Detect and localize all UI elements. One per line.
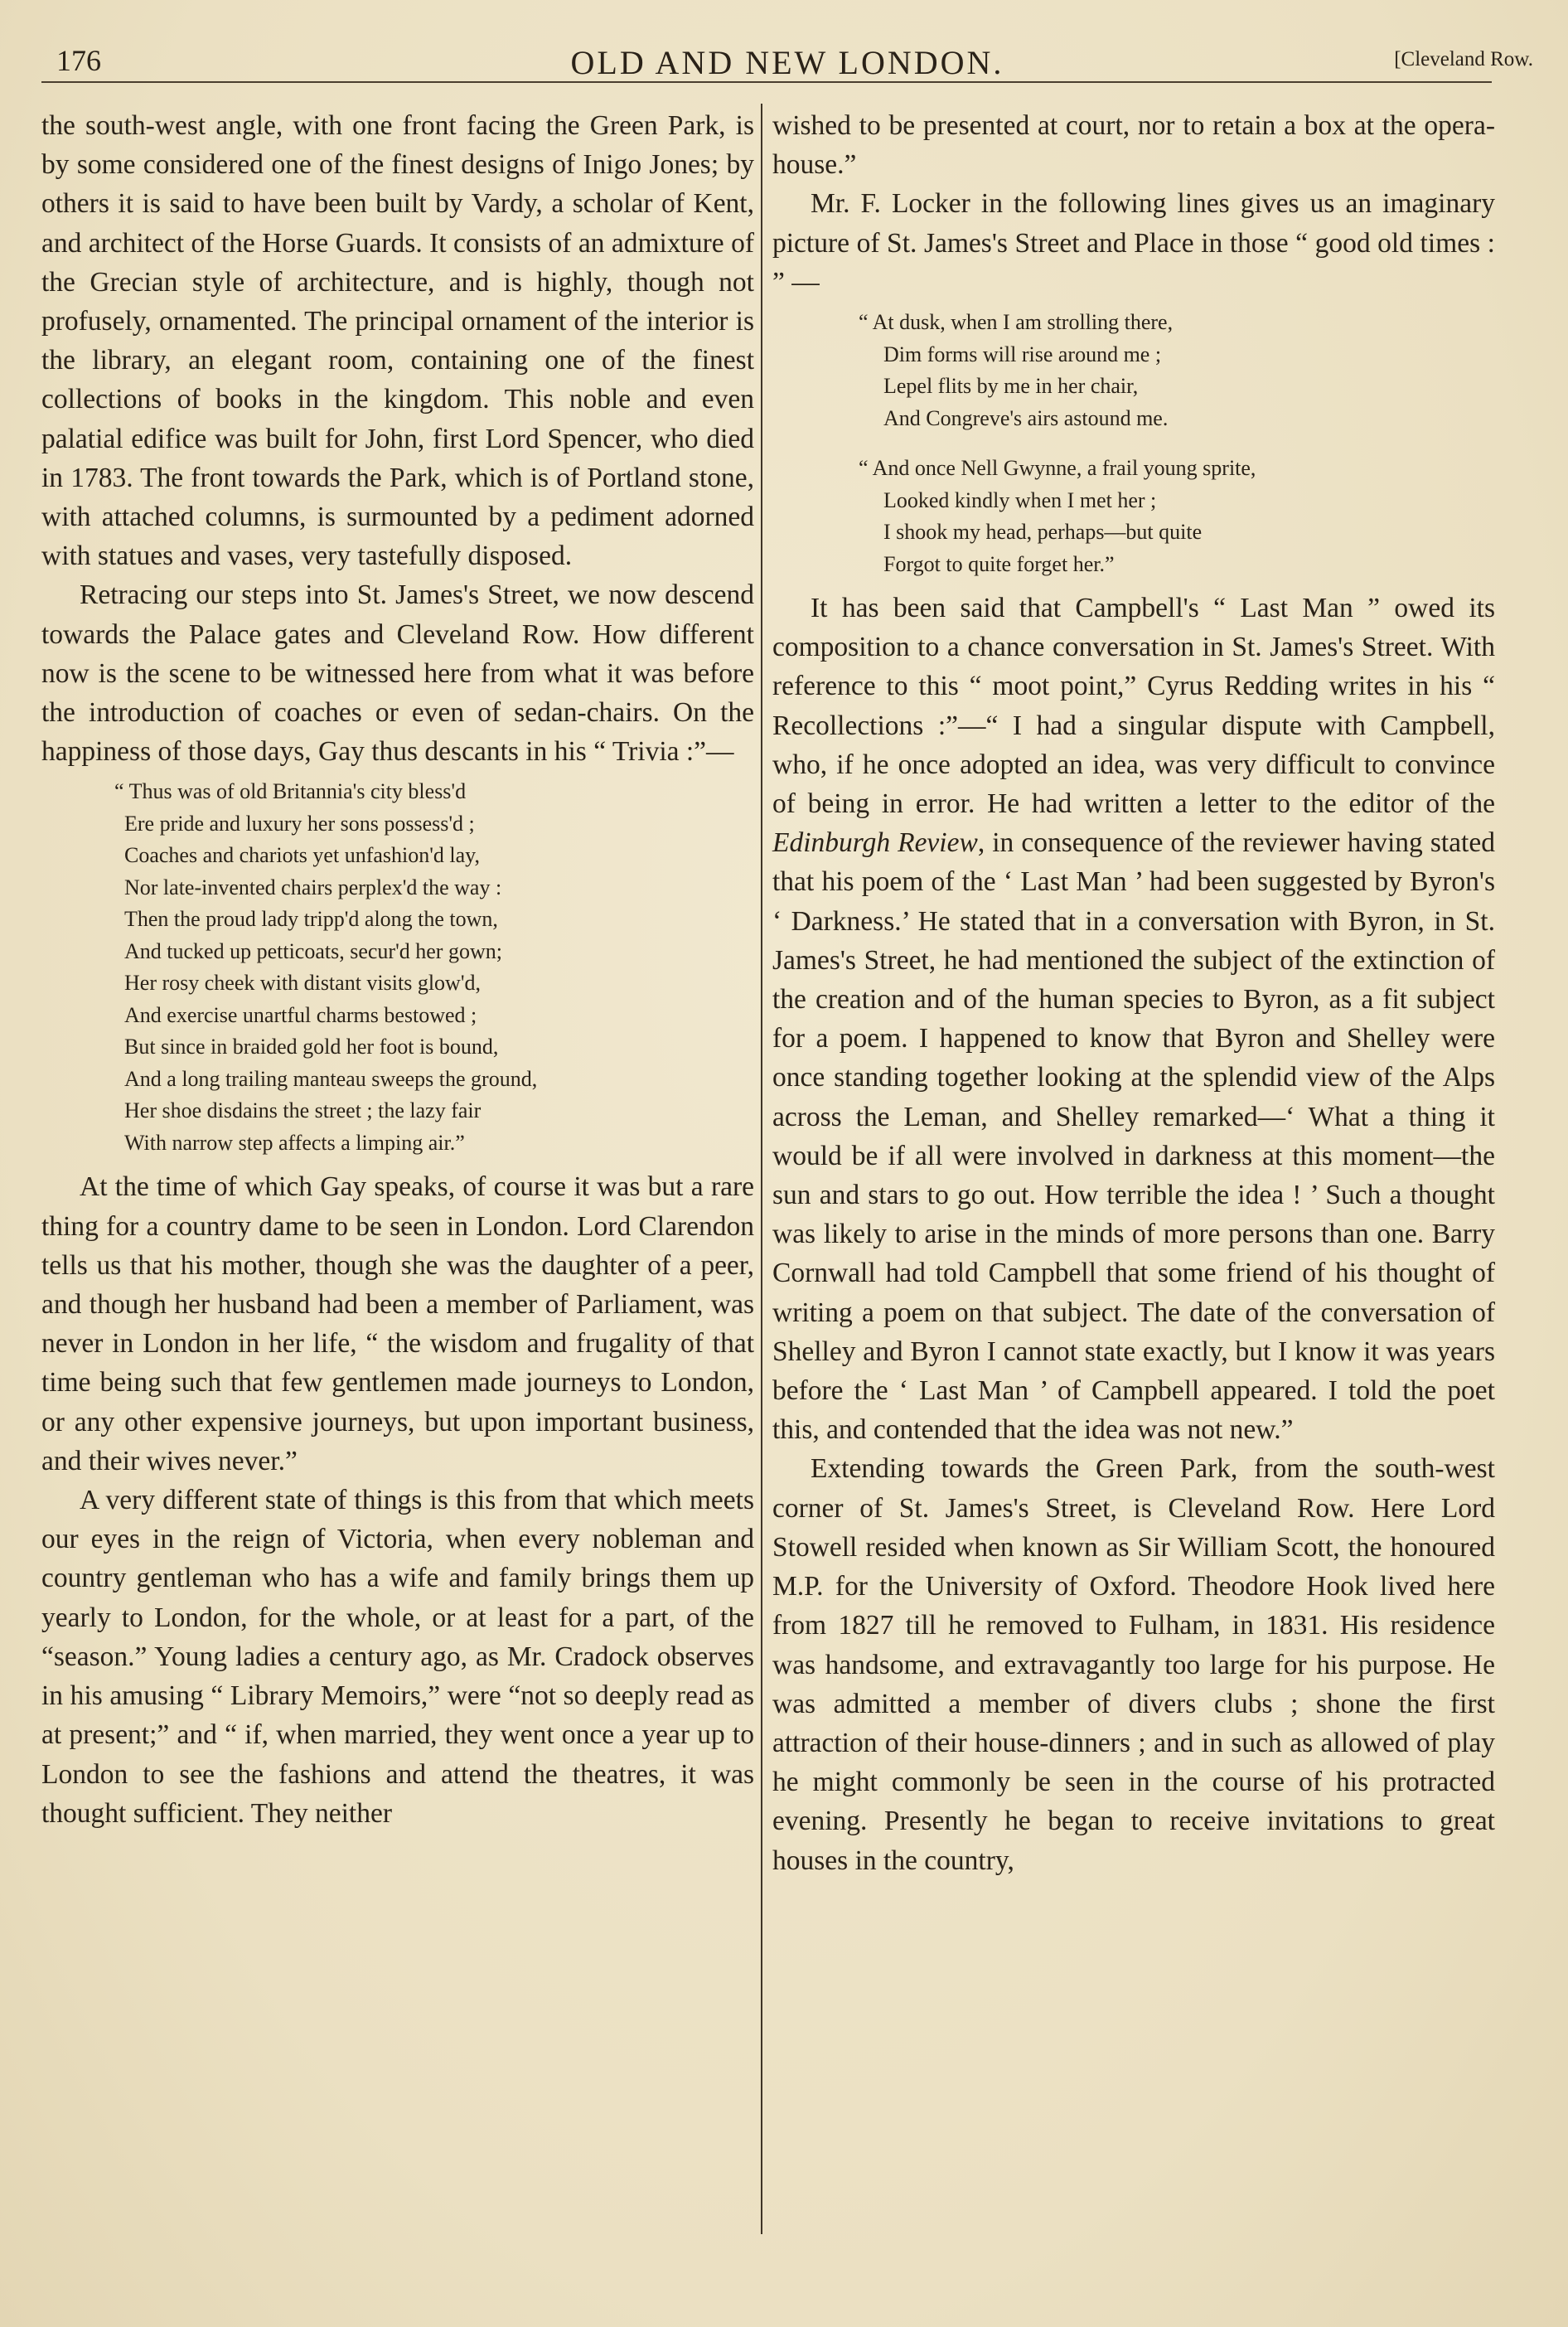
poem-line: Coaches and chariots yet unfashion'd lay, bbox=[124, 843, 480, 868]
poem-trivia bbox=[41, 776, 754, 1159]
poem-line: “ Thus was of old Britannia's city bless'd bbox=[114, 779, 467, 804]
section-heading: [Cleveland Row. bbox=[1394, 48, 1533, 70]
journal-title: Edinburgh Review bbox=[772, 827, 978, 859]
paragraph: wished to be presented at court, nor to retain a box at the opera-house.” bbox=[772, 110, 1495, 181]
page-number: 176 bbox=[56, 44, 101, 77]
paragraph: Extending towards the Green Park, from the south-west corner of St. James's Street, is Cleveland Row. Here Lord Stowell resided when known as Sir William Scott, the honoured M.P. for the University of Oxford. Theodore Hook lived here from 1827 till he removed to Fulham, in 1831. His residence was handsome, and extravagantly too large for his purpose. He was admitted a member of divers clubs ; shone the first attraction of their house-dinners ; and in such as allowed of play he might commonly be seen in the course of his protracted evening. Presently he began to receive invitations to great houses in the country, bbox=[772, 1453, 1495, 1876]
poem-line: I shook my head, perhaps—but quite bbox=[883, 520, 1203, 545]
running-title: OLD AND NEW LONDON. bbox=[570, 44, 1004, 81]
poem-line: Dim forms will rise around me ; bbox=[883, 342, 1162, 366]
header-rule bbox=[41, 81, 1492, 83]
poem-line: And a long trailing manteau sweeps the ground, bbox=[124, 1066, 538, 1091]
poem-line: With narrow step affects a limping air.” bbox=[124, 1130, 465, 1155]
poem-line: “ At dusk, when I am strolling there, bbox=[859, 310, 1174, 335]
right-column bbox=[772, 106, 1495, 2237]
poem-line: Looked kindly when I met her ; bbox=[883, 487, 1157, 512]
poem-line: Nor late-invented chairs perplex'd the way : bbox=[124, 875, 502, 899]
left-column bbox=[41, 106, 754, 2237]
poem-line: Forgot to quite forget her.” bbox=[883, 551, 1115, 576]
column-divider bbox=[761, 104, 762, 2234]
paragraph: Mr. F. Locker in the following lines gives us an imaginary picture of St. James's Street and Place in those “ good old times : ” — bbox=[772, 188, 1495, 298]
paragraph: A very different state of things is this from that which meets our eyes in the reign of Victoria, when every nobleman and country gentleman who has a wife and family brings them up yearly to London, for the whole, or at least for a part, of the “season.” Young ladies a century ago, as Mr. Cradock observes in his amusing “ Library Memoirs,” were “not so deeply read as at present;” and “ if, when married, they went once a year up to London to see the fashions and attend the theatres, it was thought sufficient. They neither bbox=[41, 1485, 754, 1829]
poem-stanza bbox=[772, 453, 1495, 580]
paragraph-text: , in consequence of the reviewer having stated that his poem of the ‘ Last Man ’ had been suggested by Byron's ‘ Darkness.’ He stated that in a conversation with Byron, in St. James's Street, he had mentioned the subject of the extinction of the creation and of the human species to Byron, as a fit subject for a poem. I happened to know that Byron and Shelley were once standing together looking at the splendid view of the Alps across the Leman, and Shelley remarked—‘ What a thing it would be if all were involved in darkness at this moment—the sun and stars to go out. How terrible the idea ! ’ Such a thought was likely to arise in the minds of more persons than one. Barry Cornwall had told Campbell that some friend of his thought of writing a poem on that subject. The date of the conversation of Shelley and Byron I cannot state exactly, but I know it was years before the ‘ Last Man ’ of Campbell appeared. I told the poet this, and contended that the idea was not new.” bbox=[772, 827, 1495, 1446]
poem-line: And tucked up petticoats, secur'd her gown; bbox=[124, 938, 502, 963]
paragraph: At the time of which Gay speaks, of course it was but a rare thing for a country dame to be seen in London. Lord Clarendon tells us that his mother, though she was the daughter of a peer, and though her husband had been a member of Parliament, was never in London in her life, “ the wisdom and frugality of that time being such that few gentlemen made journeys to London, or any other expensive journeys, but upon important business, and their wives never.” bbox=[41, 1171, 754, 1476]
poem-line: But since in braided gold her foot is bound, bbox=[124, 1035, 499, 1059]
paragraph bbox=[772, 589, 1495, 1449]
poem-line: Lepel flits by me in her chair, bbox=[883, 374, 1139, 399]
poem-line: And exercise unartful charms bestowed ; bbox=[124, 1002, 477, 1027]
paragraph: Retracing our steps into St. James's Street, we now descend towards the Palace gates and Cleveland Row. How different now is the scene to be witnessed here from what it was before the introduction of coaches or even of sedan-chairs. On the happiness of those days, Gay thus descants in his “ Trivia :”— bbox=[41, 579, 754, 768]
poem-line: And Congreve's airs astound me. bbox=[883, 405, 1169, 430]
poem-line: “ And once Nell Gwynne, a frail young sprite, bbox=[859, 456, 1256, 481]
page-header bbox=[41, 33, 1533, 86]
poem-line: Ere pride and luxury her sons possess'd ; bbox=[124, 811, 475, 836]
poem-line: Her shoe disdains the street ; the lazy fair bbox=[124, 1098, 482, 1123]
paragraph-text: It has been said that Campbell's “ Last Man ” owed its composition to a chance conversation in St. James's Street. With reference to this “ moot point,” Cyrus Redding writes in his “ Recollections :”—“ I had a singular dispute with Campbell, who, if he once adopted an idea, was very difficult to convince of being in error. He had written a letter to the editor of the bbox=[772, 593, 1495, 820]
paragraph: the south-west angle, with one front facing the Green Park, is by some considered one of the finest designs of Inigo Jones; by others it is said to have been built by Vardy, a scholar of Kent, and architect of the Horse Guards. It consists of an admixture of the Grecian style of architecture, and is highly, though not profusely, ornamented. The principal ornament of the interior is the library, an elegant room, containing one of the finest collections of books in the kingdom. This noble and even palatial edifice was built for John, first Lord Spencer, who died in 1783. The front towards the Park, which is of Portland stone, with attached columns, is surmounted by a pediment adorned with statues and vases, very tastefully disposed. bbox=[41, 110, 754, 572]
poem-line: Then the proud lady tripp'd along the town, bbox=[124, 907, 498, 932]
poem-line: Her rosy cheek with distant visits glow'd, bbox=[124, 971, 482, 996]
poem-locker bbox=[772, 307, 1495, 580]
poem-stanza bbox=[772, 307, 1495, 434]
